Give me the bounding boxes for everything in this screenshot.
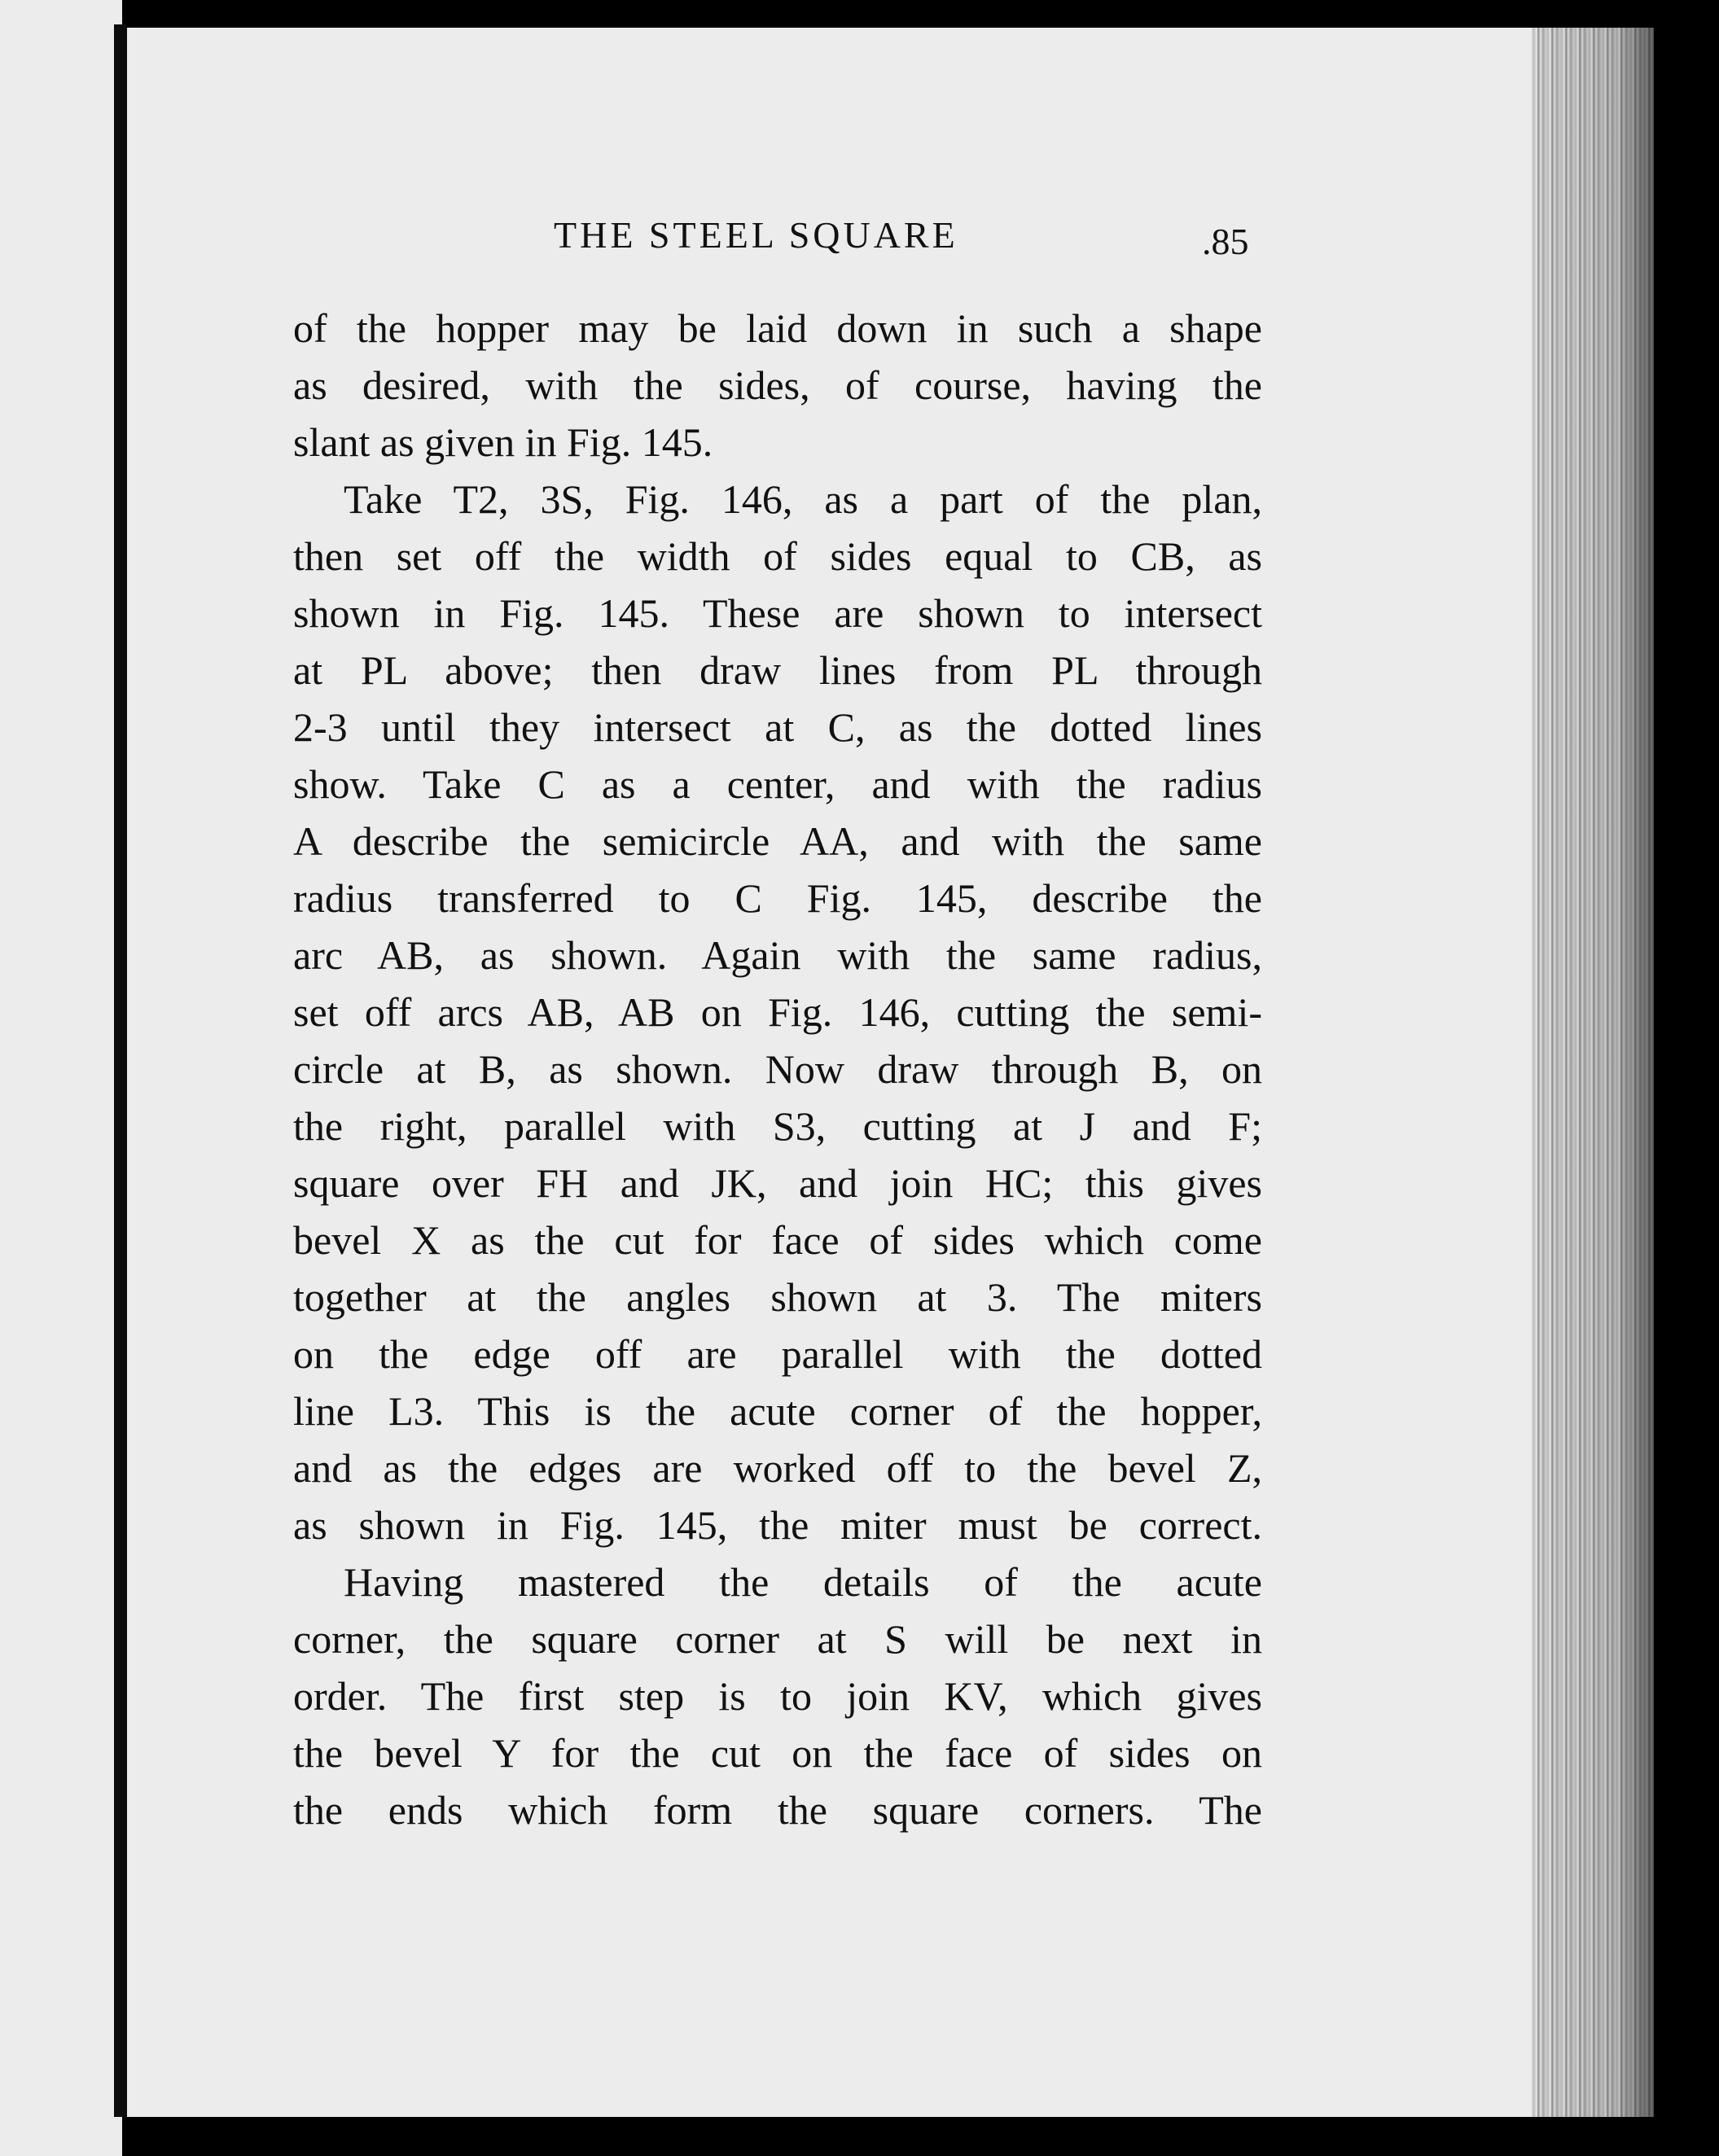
text-line: of the hopper may be laid down in such a shape [293,305,1262,351]
facing-page-margin [0,0,122,2156]
binding-gutter [114,24,127,2117]
text-line: set off arcs AB, AB on Fig. 146, cutting the semi- [293,989,1262,1035]
text-line: as shown in Fig. 145, the miter must be correct. [293,1502,1262,1548]
text-line: radius transferred to C Fig. 145, describe the [293,875,1262,921]
text-line: together at the angles shown at 3. The miters [293,1274,1262,1320]
text-line: the bevel Y for the cut on the face of sides on [293,1730,1262,1776]
text-line: line L3. This is the acute corner of the hopper, [293,1388,1262,1434]
page-number: .85 [1202,221,1249,262]
text-line: A describe the semicircle AA, and with the same [293,818,1262,864]
text-line: corner, the square corner at S will be next in [293,1616,1262,1662]
text-line: then set off the width of sides equal to CB, as [293,533,1262,579]
text-line: as desired, with the sides, of course, having the [293,362,1262,408]
text-line: arc AB, as shown. Again with the same radius, [293,932,1262,978]
running-head: THE STEEL SQUARE [554,214,958,256]
text-line: on the edge off are parallel with the dotted [293,1331,1262,1377]
page-stack-edge [1532,28,1654,2117]
text-line: shown in Fig. 145. These are shown to intersect [293,590,1262,636]
text-line: bevel X as the cut for face of sides which come [293,1217,1262,1263]
text-line: slant as given in Fig. 145. [293,419,713,465]
text-line: 2-3 until they intersect at C, as the dotted lines [293,704,1262,750]
text-line: Take T2, 3S, Fig. 146, as a part of the plan, [344,476,1262,522]
text-line: at PL above; then draw lines from PL through [293,647,1262,693]
text-line: order. The first step is to join KV, which gives [293,1673,1262,1719]
text-line: circle at B, as shown. Now draw through B, on [293,1046,1262,1092]
text-line: Having mastered the details of the acute [344,1559,1262,1605]
body-text [293,300,1262,1838]
text-line: the ends which form the square corners. The [293,1787,1262,1833]
text-line: and as the edges are worked off to the bevel Z, [293,1445,1262,1491]
text-line: square over FH and JK, and join HC; this gives [293,1160,1262,1206]
text-line: the right, parallel with S3, cutting at J and F; [293,1103,1262,1149]
text-line: show. Take C as a center, and with the radius [293,761,1262,807]
